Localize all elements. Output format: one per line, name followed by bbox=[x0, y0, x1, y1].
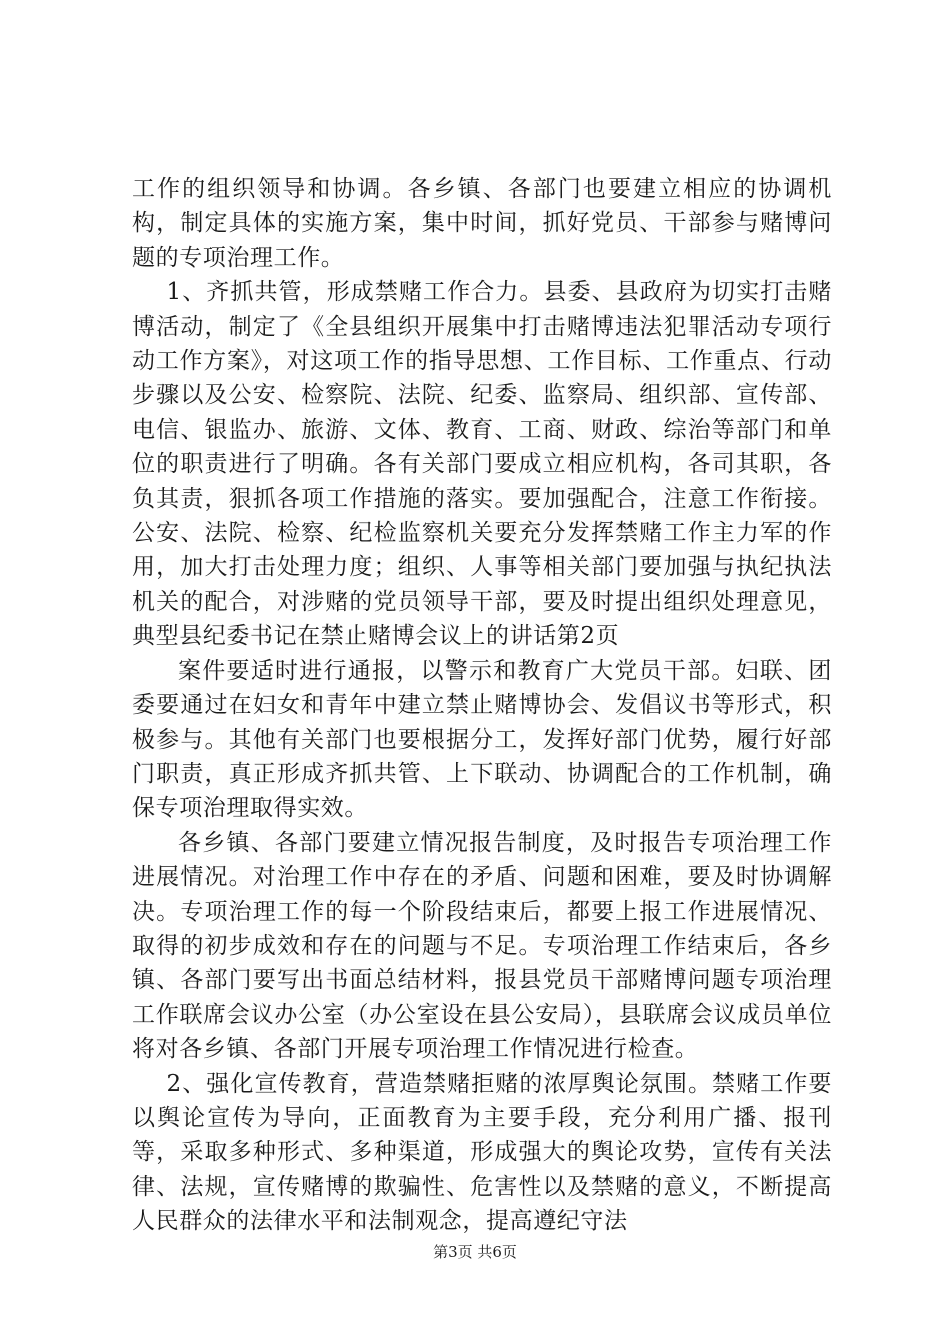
paragraph-4: 各乡镇、各部门要建立情况报告制度，及时报告专项治理工作进展情况。对治理工作中存在的矛盾、问题和困难，要及时协调解决。专项治理工作的每一个阶段结束后，都要上报工作进展情况、取得的初步成效和存在的问题与不足。专项治理工作结束后，各乡镇、各部门要写出书面总结材料，报县党员干部赌博问题专项治理工作联席会议办公室（办公室设在县公安局），县联席会议成员单位将对各乡镇、各部门开展专项治理工作情况进行检查。 bbox=[132, 829, 832, 1063]
paragraph-2: 1、齐抓共管，形成禁赌工作合力。县委、县政府为切实打击赌博活动，制定了《全县组织开展集中打击赌博违法犯罪活动专项行动工作方案》，对这项工作的指导思想、工作目标、工作重点、行动步骤以及公安、检察院、法院、纪委、监察局、组织部、宣传部、电信、银监办、旅游、文体、教育、工商、财政、综治等部门和单位的职责进行了明确。各有关部门要成立相应机构，各司其职，各负其责，狠抓各项工作措施的落实。要加强配合，注意工作衔接。公安、法院、检察、纪检监察机关要充分发挥禁赌工作主力军的作用，加大打击处理力度；组织、人事等相关部门要加强与执纪执法机关的配合，对涉赌的党员领导干部，要及时提出组织处理意见，典型县纪委书记在禁止赌博会议上的讲话第2页 bbox=[132, 279, 832, 650]
paragraph-5: 2、强化宣传教育，营造禁赌拒赌的浓厚舆论氛围。禁赌工作要以舆论宣传为导向，正面教育为主要手段，充分利用广播、报刊等，采取多种形式、多种渠道，形成强大的舆论攻势，宣传有关法律、法规，宣传赌博的欺骗性、危害性以及禁赌的意义，不断提高人民群众的法律水平和法制观念，提高遵纪守法 bbox=[132, 1070, 832, 1235]
document-body bbox=[132, 172, 832, 1239]
paragraph-1: 工作的组织领导和协调。各乡镇、各部门也要建立相应的协调机构，制定具体的实施方案，集中时间，抓好党员、干部参与赌博问题的专项治理工作。 bbox=[132, 176, 832, 271]
page-footer: 第3页 共6页 bbox=[433, 1243, 517, 1261]
paragraph-3: 案件要适时进行通报，以警示和教育广大党员干部。妇联、团委要通过在妇女和青年中建立禁止赌博协会、发倡议书等形式，积极参与。其他有关部门也要根据分工，发挥好部门优势，履行好部门职责，真正形成齐抓共管、上下联动、协调配合的工作机制，确保专项治理取得实效。 bbox=[132, 657, 832, 822]
